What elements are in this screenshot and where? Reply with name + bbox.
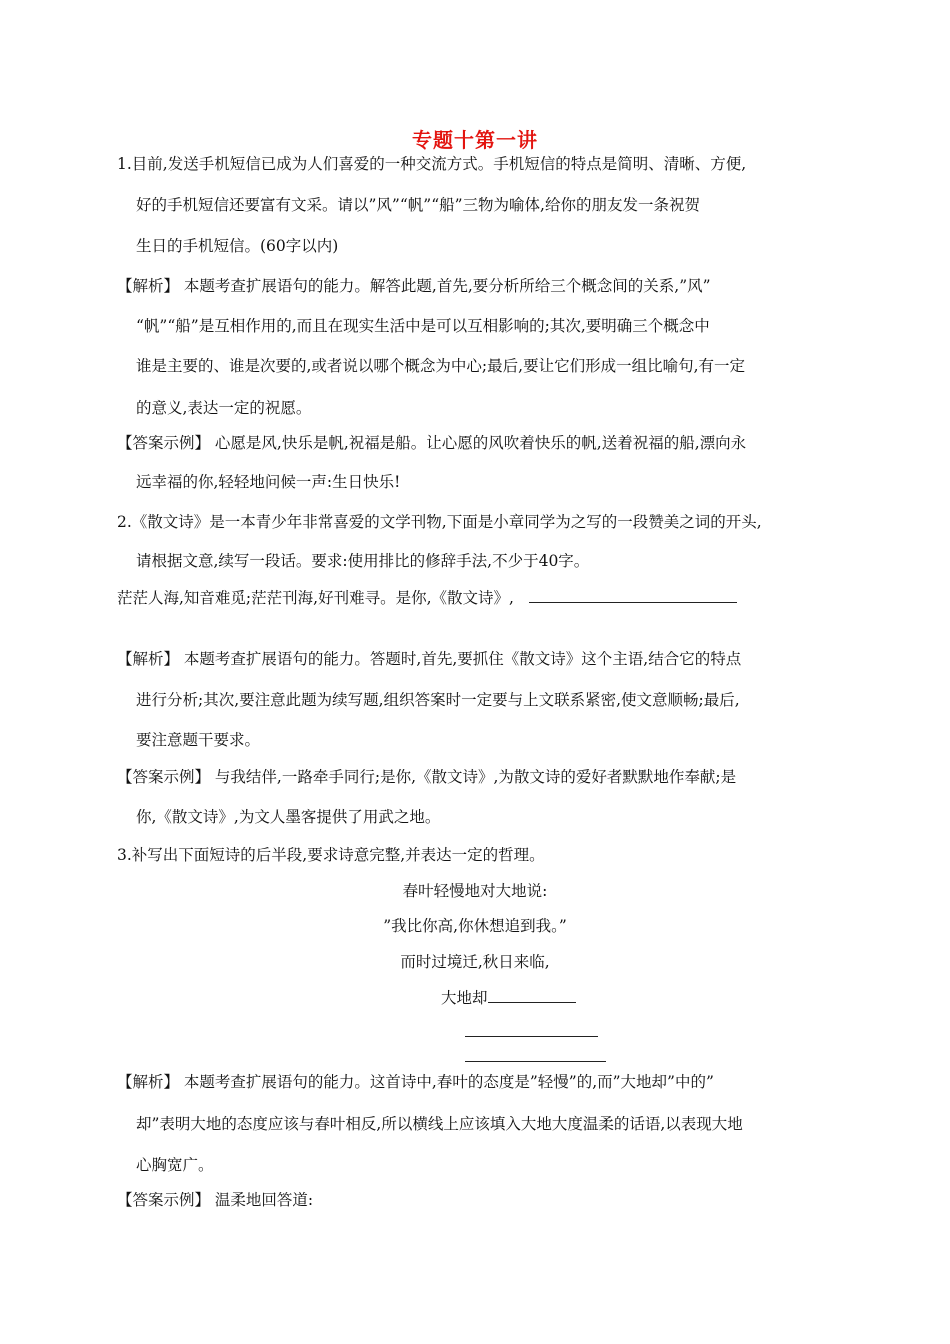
- q1-answer-1: 【答案示例】 心愿是风,快乐是帆,祝福是船。让心愿的风吹着快乐的帆,送着祝福的船,漂向永: [117, 434, 747, 452]
- q2-analysis-3: 要注意题干要求。: [136, 731, 261, 749]
- poem-line-4: [441, 986, 576, 1008]
- poem-blank-1[interactable]: [488, 988, 576, 1003]
- poem-line-2: ”我比你高,你休想追到我。”: [383, 917, 567, 935]
- q2-answer-blank[interactable]: [529, 588, 737, 603]
- q1-analysis-2: “帆”“船”是互相作用的,而且在现实生活中是可以互相影响的;其次,要明确三个概念中: [136, 317, 710, 335]
- q2-answer-1: 【答案示例】 与我结伴,一路牵手同行;是你,《散文诗》,为散文诗的爱好者默默地作奉献;是: [117, 768, 737, 786]
- q1-answer-2: 远幸福的你,轻轻地问候一声:生日快乐!: [136, 473, 401, 491]
- poem-line-1: 春叶轻慢地对大地说:: [402, 882, 548, 900]
- q2-analysis-2: 进行分析;其次,要注意此题为续写题,组织答案时一定要与上文联系紧密,使文意顺畅;最后,: [136, 691, 740, 709]
- poem-line-4-text: 大地却: [441, 989, 488, 1007]
- q2-line-1: 2.《散文诗》是一本青少年非常喜爱的文学刊物,下面是小章同学为之写的一段赞美之词的开头,: [117, 513, 762, 531]
- q2-answer-2: 你,《散文诗》,为文人墨客提供了用武之地。: [136, 808, 441, 826]
- q3-analysis-3: 心胸宽广。: [136, 1156, 214, 1174]
- q1-line-3: 生日的手机短信。(60字以内): [136, 237, 339, 255]
- q2-analysis-1: 【解析】 本题考查扩展语句的能力。答题时,首先,要抓住《散文诗》这个主语,结合它的特点: [117, 650, 742, 668]
- q2-stem: 茫茫人海,知音难觅;茫茫刊海,好刊难寻。是你,《散文诗》,: [117, 589, 514, 607]
- q1-analysis-3: 谁是主要的、谁是次要的,或者说以哪个概念为中心;最后,要让它们形成一组比喻句,有一定: [136, 357, 746, 375]
- q2-line-3: [117, 586, 737, 608]
- poem-line-3: 而时过境迁,秋日来临,: [400, 953, 550, 971]
- q1-analysis-1: 【解析】 本题考查扩展语句的能力。解答此题,首先,要分析所给三个概念间的关系,”风”: [117, 277, 711, 295]
- q1-line-1: 1.目前,发送手机短信已成为人们喜爱的一种交流方式。手机短信的特点是简明、清晰、方便,: [117, 155, 747, 173]
- q3-analysis-1: 【解析】 本题考查扩展语句的能力。这首诗中,春叶的态度是”轻慢”的,而”大地却”中的”: [117, 1073, 714, 1091]
- q3-prompt: 3.补写出下面短诗的后半段,要求诗意完整,并表达一定的哲理。: [117, 846, 545, 864]
- q3-answer: 【答案示例】 温柔地回答道:: [117, 1191, 314, 1209]
- poem-blank-2[interactable]: [465, 1036, 598, 1037]
- page-title: 专题十第一讲: [412, 128, 538, 152]
- poem-blank-3[interactable]: [465, 1061, 606, 1062]
- q1-analysis-4: 的意义,表达一定的祝愿。: [136, 399, 312, 417]
- q1-line-2: 好的手机短信还要富有文采。请以”风”“帆”“船”三物为喻体,给你的朋友发一条祝贺: [136, 196, 700, 214]
- q2-line-2: 请根据文意,续写一段话。要求:使用排比的修辞手法,不少于40字。: [136, 552, 590, 570]
- q3-analysis-2: 却”表明大地的态度应该与春叶相反,所以横线上应该填入大地大度温柔的话语,以表现大地: [136, 1115, 743, 1133]
